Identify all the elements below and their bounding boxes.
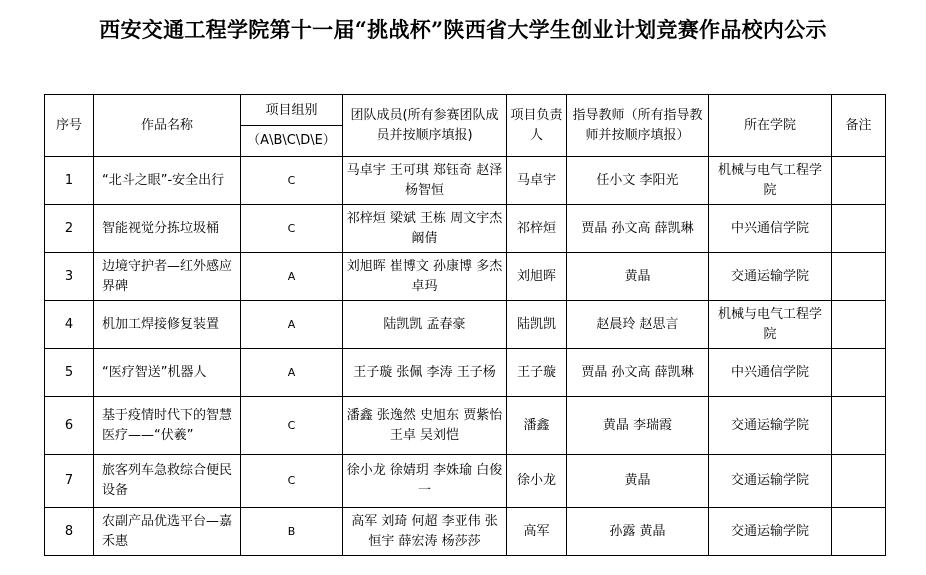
row-group: B bbox=[241, 508, 343, 556]
row-team: 王子璇 张佩 李涛 王子杨 bbox=[343, 349, 507, 397]
row-advisor: 贾晶 孙文高 薛凯琳 bbox=[567, 205, 709, 253]
table-row bbox=[45, 157, 886, 205]
table-row bbox=[45, 455, 886, 508]
row-team: 潘鑫 张逸然 史旭东 贾紫怡 王卓 吴刘恺 bbox=[343, 397, 507, 455]
row-college: 交通运输学院 bbox=[709, 397, 832, 455]
row-advisor: 任小文 李阳光 bbox=[567, 157, 709, 205]
row-leader: 马卓宇 bbox=[507, 157, 567, 205]
table-row bbox=[45, 349, 886, 397]
row-advisor: 赵晨玲 赵思言 bbox=[567, 301, 709, 349]
header-row bbox=[45, 95, 886, 157]
row-index: 7 bbox=[45, 455, 94, 508]
row-college: 机械与电气工程学院 bbox=[709, 157, 832, 205]
row-advisor: 黄晶 bbox=[567, 253, 709, 301]
header-group-cell bbox=[241, 95, 343, 157]
row-college: 机械与电气工程学院 bbox=[709, 301, 832, 349]
row-group: A bbox=[241, 349, 343, 397]
row-group: C bbox=[241, 455, 343, 508]
row-note bbox=[832, 455, 886, 508]
row-team: 陆凯凯 孟春豪 bbox=[343, 301, 507, 349]
header-college: 所在学院 bbox=[709, 95, 832, 157]
row-work-name: 边境守护者—红外感应界碑 bbox=[94, 253, 241, 301]
row-group: C bbox=[241, 157, 343, 205]
row-group: A bbox=[241, 301, 343, 349]
row-team: 刘旭晖 崔博文 孙康博 多杰卓玛 bbox=[343, 253, 507, 301]
row-work-name: 基于疫情时代下的智慧医疗——“伏羲” bbox=[94, 397, 241, 455]
row-team: 祁梓烜 梁斌 王栋 周文宇杰 阚倩 bbox=[343, 205, 507, 253]
row-note bbox=[832, 508, 886, 556]
row-note bbox=[832, 301, 886, 349]
row-team: 高军 刘琦 何超 李亚伟 张恒宇 薛宏涛 杨莎莎 bbox=[343, 508, 507, 556]
row-note bbox=[832, 397, 886, 455]
table-row bbox=[45, 253, 886, 301]
row-note bbox=[832, 349, 886, 397]
row-work-name: “医疗智送”机器人 bbox=[94, 349, 241, 397]
row-group: C bbox=[241, 397, 343, 455]
header-advisor: 指导教师（所有指导教师并按顺序填报） bbox=[567, 95, 709, 157]
row-leader: 潘鑫 bbox=[507, 397, 567, 455]
table-row bbox=[45, 397, 886, 455]
table-row bbox=[45, 301, 886, 349]
table-row bbox=[45, 508, 886, 556]
row-work-name: “北斗之眼”-安全出行 bbox=[94, 157, 241, 205]
row-note bbox=[832, 253, 886, 301]
row-advisor: 黄晶 bbox=[567, 455, 709, 508]
header-group-options: （A\B\C\D\E） bbox=[247, 132, 336, 148]
row-index: 2 bbox=[45, 205, 94, 253]
row-team: 徐小龙 徐婧玥 李姝瑜 白俊一 bbox=[343, 455, 507, 508]
row-leader: 陆凯凯 bbox=[507, 301, 567, 349]
row-note bbox=[832, 157, 886, 205]
row-advisor: 孙露 黄晶 bbox=[567, 508, 709, 556]
row-college: 中兴通信学院 bbox=[709, 349, 832, 397]
row-leader: 刘旭晖 bbox=[507, 253, 567, 301]
header-leader: 项目负责人 bbox=[507, 95, 567, 157]
header-work-name: 作品名称 bbox=[94, 95, 241, 157]
row-college: 交通运输学院 bbox=[709, 508, 832, 556]
row-leader: 徐小龙 bbox=[507, 455, 567, 508]
row-leader: 王子璇 bbox=[507, 349, 567, 397]
row-team: 马卓宇 王可琪 郑钰奇 赵泽 杨智恒 bbox=[343, 157, 507, 205]
row-index: 4 bbox=[45, 301, 94, 349]
row-college: 中兴通信学院 bbox=[709, 205, 832, 253]
header-team: 团队成员(所有参赛团队成员并按顺序填报) bbox=[343, 95, 507, 157]
row-work-name: 旅客列车急救综合便民设备 bbox=[94, 455, 241, 508]
row-work-name: 农副产品优选平台—嘉禾惠 bbox=[94, 508, 241, 556]
page-title: 西安交通工程学院第十一届“挑战杯”陕西省大学生创业计划竞赛作品校内公示 bbox=[99, 17, 827, 42]
row-note bbox=[832, 205, 886, 253]
row-college: 交通运输学院 bbox=[709, 455, 832, 508]
row-group: C bbox=[241, 205, 343, 253]
header-index: 序号 bbox=[45, 95, 94, 157]
notice-table bbox=[44, 94, 886, 556]
row-work-name: 机加工焊接修复装置 bbox=[94, 301, 241, 349]
row-group: A bbox=[241, 253, 343, 301]
row-index: 1 bbox=[45, 157, 94, 205]
row-index: 8 bbox=[45, 508, 94, 556]
row-advisor: 贾晶 孙文高 薛凯琳 bbox=[567, 349, 709, 397]
table-row bbox=[45, 205, 886, 253]
row-leader: 高军 bbox=[507, 508, 567, 556]
header-group: 项目组别 bbox=[241, 96, 342, 126]
row-index: 5 bbox=[45, 349, 94, 397]
row-index: 6 bbox=[45, 397, 94, 455]
row-college: 交通运输学院 bbox=[709, 253, 832, 301]
row-work-name: 智能视觉分拣垃圾桶 bbox=[94, 205, 241, 253]
row-index: 3 bbox=[45, 253, 94, 301]
header-note: 备注 bbox=[832, 95, 886, 157]
row-advisor: 黄晶 李瑞霞 bbox=[567, 397, 709, 455]
row-leader: 祁梓烜 bbox=[507, 205, 567, 253]
